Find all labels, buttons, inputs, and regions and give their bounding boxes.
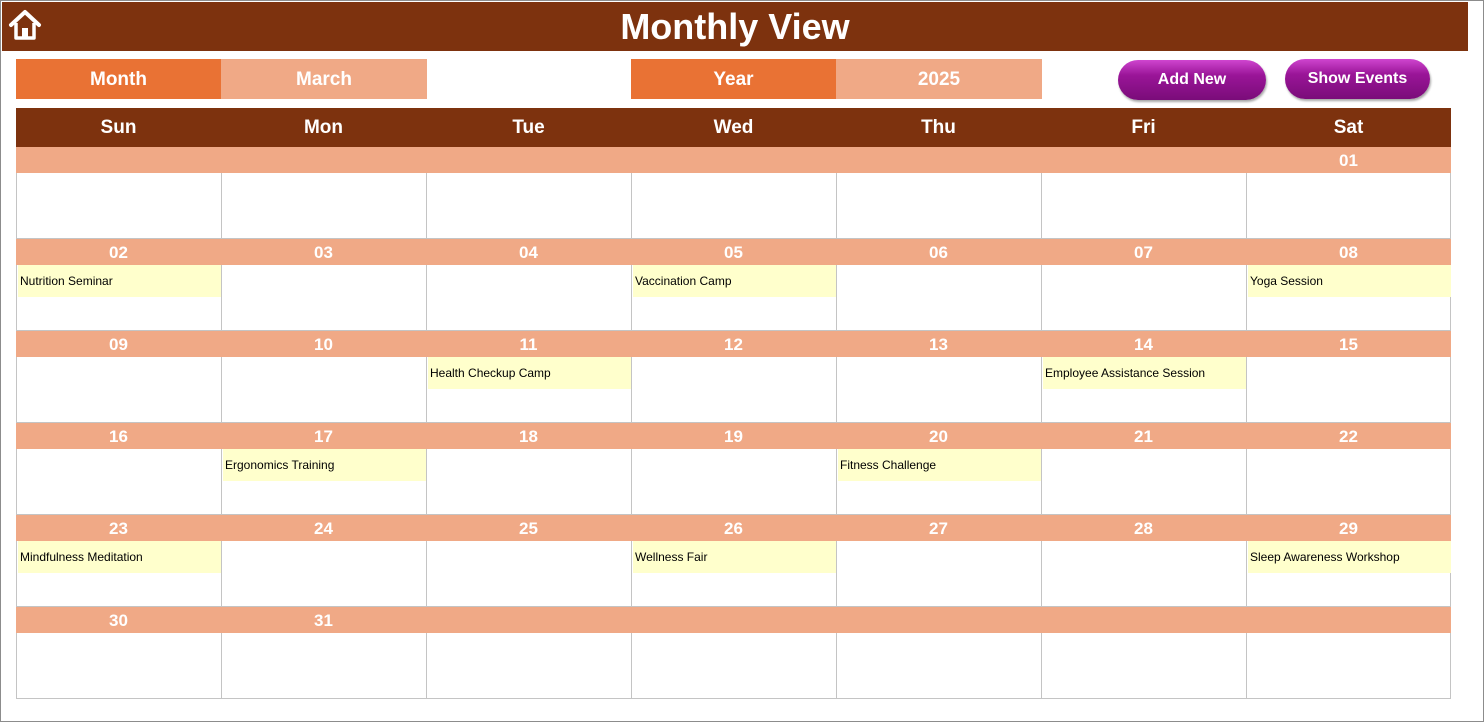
- date-number: 28: [1134, 519, 1153, 538]
- day-cell[interactable]: [836, 633, 1041, 699]
- date-number: 31: [314, 611, 333, 630]
- date-band: [16, 239, 1451, 265]
- event-item[interactable]: Nutrition Seminar: [18, 265, 221, 297]
- month-select[interactable]: March: [221, 59, 427, 99]
- day-cell[interactable]: [426, 173, 631, 239]
- day-cell[interactable]: [631, 449, 836, 515]
- weekday-sun: Sun: [100, 117, 137, 138]
- day-cell[interactable]: [221, 173, 426, 239]
- event-item[interactable]: Wellness Fair: [633, 541, 836, 573]
- day-cell[interactable]: [426, 633, 631, 699]
- day-cell[interactable]: [1246, 633, 1451, 699]
- title-bar: [2, 2, 1468, 51]
- day-cell[interactable]: [836, 265, 1041, 331]
- date-number: 18: [519, 427, 538, 446]
- date-number: [1246, 607, 1451, 633]
- date-number: [426, 607, 631, 633]
- date-number: 17: [314, 427, 333, 446]
- event-item[interactable]: Fitness Challenge: [838, 449, 1041, 481]
- page-title: Monthly View: [620, 6, 850, 47]
- date-band: [16, 147, 1451, 173]
- date-number: 29: [1339, 519, 1358, 538]
- date-number: 20: [929, 427, 948, 446]
- day-cell[interactable]: [631, 357, 836, 423]
- day-cell[interactable]: [631, 265, 836, 331]
- date-number: 15: [1339, 335, 1358, 354]
- day-cell[interactable]: [426, 449, 631, 515]
- weekday-thu: Thu: [921, 117, 956, 138]
- date-band: [16, 331, 1451, 357]
- date-number: [836, 607, 1041, 633]
- date-number: [16, 147, 221, 173]
- event-item[interactable]: Yoga Session: [1248, 265, 1451, 297]
- date-number: [631, 147, 836, 173]
- date-number: 25: [519, 519, 538, 538]
- date-number: 23: [109, 519, 128, 538]
- date-number: 02: [109, 243, 128, 262]
- month-label: Month: [16, 59, 221, 99]
- year-select[interactable]: 2025: [836, 59, 1042, 99]
- day-cell[interactable]: [1041, 173, 1246, 239]
- date-band: [16, 423, 1451, 449]
- day-cell[interactable]: [221, 265, 426, 331]
- day-cell[interactable]: [1041, 541, 1246, 607]
- weekday-fri: Fri: [1131, 117, 1156, 138]
- event-item[interactable]: Sleep Awareness Workshop: [1248, 541, 1451, 573]
- show-events-button[interactable]: Show Events: [1285, 59, 1430, 99]
- day-cell[interactable]: [1246, 357, 1451, 423]
- date-number: [1041, 147, 1246, 173]
- day-cell[interactable]: [836, 357, 1041, 423]
- day-cell[interactable]: [16, 449, 221, 515]
- date-number: 27: [929, 519, 948, 538]
- date-number: 07: [1134, 243, 1153, 262]
- day-cell[interactable]: [426, 541, 631, 607]
- date-number: 11: [519, 335, 538, 354]
- day-cell[interactable]: [1246, 173, 1451, 239]
- day-cell[interactable]: [1246, 541, 1451, 607]
- day-cell[interactable]: [1041, 449, 1246, 515]
- event-item[interactable]: Ergonomics Training: [223, 449, 426, 481]
- day-cell[interactable]: [16, 357, 221, 423]
- date-band: [16, 515, 1451, 541]
- date-number: 21: [1134, 427, 1153, 446]
- day-cell[interactable]: [836, 449, 1041, 515]
- date-number: 22: [1339, 427, 1358, 446]
- date-number: 19: [724, 427, 743, 446]
- date-number: 03: [314, 243, 333, 262]
- day-cell[interactable]: [1041, 265, 1246, 331]
- weekday-sat: Sat: [1333, 117, 1364, 138]
- day-cell[interactable]: [836, 541, 1041, 607]
- day-cell[interactable]: [16, 633, 221, 699]
- day-cell[interactable]: [426, 265, 631, 331]
- weekday-mon: Mon: [303, 117, 344, 138]
- event-item[interactable]: Vaccination Camp: [633, 265, 836, 297]
- day-cell[interactable]: [16, 541, 221, 607]
- date-number: 24: [314, 519, 333, 538]
- day-cell[interactable]: [631, 541, 836, 607]
- date-number: 26: [724, 519, 743, 538]
- date-number: 30: [109, 611, 128, 630]
- date-number: 13: [929, 335, 948, 354]
- date-number: 09: [109, 335, 128, 354]
- day-cell[interactable]: [1041, 633, 1246, 699]
- date-number: 12: [724, 335, 743, 354]
- event-item[interactable]: Mindfulness Meditation: [18, 541, 221, 573]
- year-label: Year: [631, 59, 836, 99]
- day-cell[interactable]: [16, 265, 221, 331]
- date-number: 10: [314, 335, 333, 354]
- date-number: 05: [724, 243, 743, 262]
- day-cell[interactable]: [221, 449, 426, 515]
- day-cell[interactable]: [221, 541, 426, 607]
- weekday-tue: Tue: [512, 117, 545, 138]
- weekday-wed: Wed: [713, 117, 754, 138]
- date-number: 08: [1339, 243, 1358, 262]
- day-cell[interactable]: [16, 173, 221, 239]
- date-number: [426, 147, 631, 173]
- date-number: [836, 147, 1041, 173]
- day-cell[interactable]: [631, 173, 836, 239]
- date-number: 14: [1134, 335, 1153, 354]
- day-cell[interactable]: [631, 633, 836, 699]
- date-number: 16: [109, 427, 128, 446]
- date-number: [631, 607, 836, 633]
- date-number: [221, 147, 426, 173]
- event-item[interactable]: Employee Assistance Session: [1043, 357, 1246, 389]
- day-cell[interactable]: [1246, 265, 1451, 331]
- day-cell[interactable]: [426, 357, 631, 423]
- date-number: 04: [519, 243, 538, 262]
- day-cell[interactable]: [1246, 449, 1451, 515]
- event-item[interactable]: Health Checkup Camp: [428, 357, 631, 389]
- home-icon[interactable]: [8, 8, 42, 42]
- day-cell[interactable]: [1041, 357, 1246, 423]
- weekday-header: [16, 108, 1451, 147]
- day-cell[interactable]: [836, 173, 1041, 239]
- day-cell[interactable]: [221, 633, 426, 699]
- date-number: [1041, 607, 1246, 633]
- date-band: [16, 607, 1451, 633]
- add-new-button[interactable]: Add New: [1118, 60, 1266, 100]
- date-number: 06: [929, 243, 948, 262]
- day-cell[interactable]: [221, 357, 426, 423]
- date-number: 01: [1339, 151, 1358, 170]
